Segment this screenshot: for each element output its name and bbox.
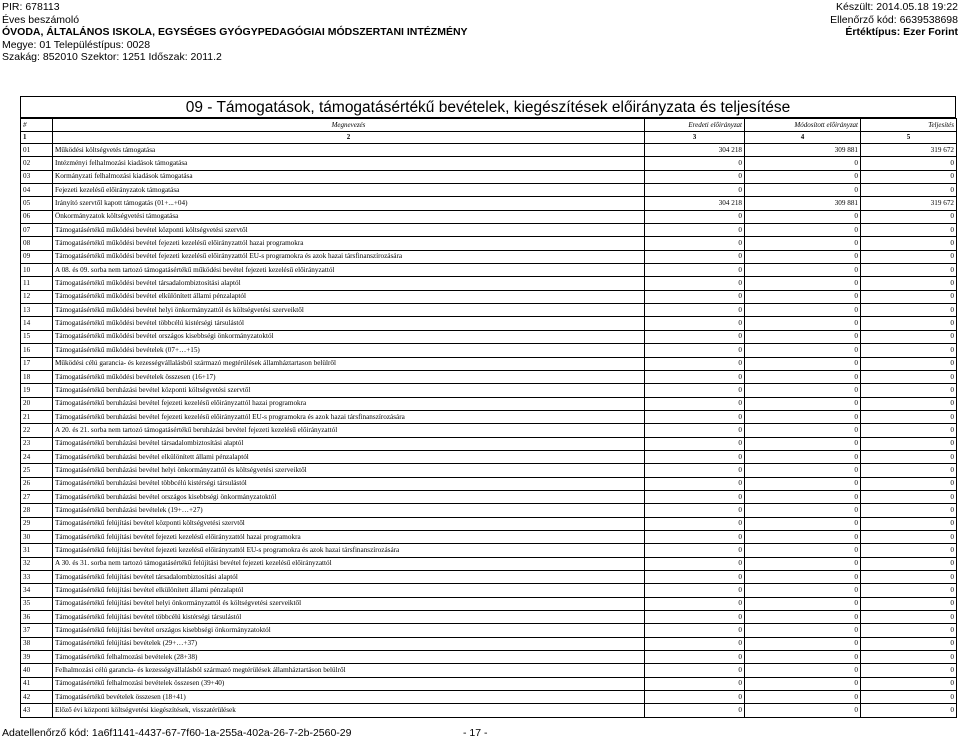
row-number: 18: [21, 370, 53, 383]
original-budget: 304 218: [645, 197, 745, 210]
original-budget: 0: [645, 264, 745, 277]
table-row: [21, 584, 957, 597]
row-number: 06: [21, 210, 53, 223]
pir-label: PIR: 678113: [2, 1, 60, 13]
row-label: Támogatásértékű beruházási bevétel elkülönített állami pénzalaptól: [53, 450, 645, 463]
column-number: 4: [745, 132, 861, 144]
table-row: [21, 597, 957, 610]
modified-budget: 0: [745, 370, 861, 383]
original-budget: 0: [645, 504, 745, 517]
actual: 319 672: [861, 144, 957, 157]
report-table-container: [20, 96, 956, 718]
row-label: Intézményi felhalmozási kiadások támogatása: [53, 157, 645, 170]
table-row: [21, 530, 957, 543]
row-number: 01: [21, 144, 53, 157]
row-number: 32: [21, 557, 53, 570]
modified-budget: 0: [745, 357, 861, 370]
actual: 0: [861, 691, 957, 704]
modified-budget: 0: [745, 397, 861, 410]
original-budget: 0: [645, 330, 745, 343]
table-row: [21, 544, 957, 557]
original-budget: 0: [645, 611, 745, 624]
actual: 0: [861, 584, 957, 597]
original-budget: 0: [645, 464, 745, 477]
actual: 0: [861, 397, 957, 410]
table-row: [21, 224, 957, 237]
row-label: A 30. és 31. sorba nem tartozó támogatásértékű felújítási bevétel fejezeti kezelésű előirányzattól: [53, 557, 645, 570]
modified-budget: 0: [745, 224, 861, 237]
table-row: [21, 370, 957, 383]
modified-budget: 0: [745, 450, 861, 463]
actual: 0: [861, 464, 957, 477]
original-budget: 0: [645, 304, 745, 317]
actual: 0: [861, 517, 957, 530]
row-label: Támogatásértékű beruházási bevétel többcélú kistérségi társulástól: [53, 477, 645, 490]
column-header-row: [21, 119, 957, 132]
actual: 0: [861, 410, 957, 423]
modified-budget: 0: [745, 611, 861, 624]
actual: 0: [861, 170, 957, 183]
row-label: Támogatásértékű működési bevétel országos kisebbségi önkormányzatoktól: [53, 330, 645, 343]
modified-budget: 309 881: [745, 144, 861, 157]
modified-budget: 0: [745, 624, 861, 637]
row-label: Támogatásértékű felújítási bevétel fejezeti kezelésű előirányzattól hazai programokra: [53, 530, 645, 543]
row-label: Irányító szervtől kapott támogatás (01+...+04): [53, 197, 645, 210]
table-row: [21, 237, 957, 250]
original-budget: 0: [645, 664, 745, 677]
row-label: Támogatásértékű beruházási bevételek (19+…+27): [53, 504, 645, 517]
row-label: Támogatásértékű felújítási bevétel társadalombiztosítási alaptól: [53, 571, 645, 584]
county-info: Megye: 01 Településtípus: 0028: [2, 38, 151, 51]
modified-budget: 0: [745, 637, 861, 650]
row-label: Támogatásértékű felújítási bevétel országos kisebbségi önkormányzatoktól: [53, 624, 645, 637]
modified-budget: 0: [745, 317, 861, 330]
report-table: [20, 118, 957, 718]
actual: 0: [861, 477, 957, 490]
actual: 0: [861, 450, 957, 463]
original-budget: 0: [645, 357, 745, 370]
actual: 0: [861, 264, 957, 277]
row-number: 16: [21, 344, 53, 357]
table-row: [21, 611, 957, 624]
column-header: Eredeti előirányzat: [645, 119, 745, 132]
row-label: Támogatásértékű beruházási bevétel fejezeti kezelésű előirányzattól hazai programokra: [53, 397, 645, 410]
actual: 0: [861, 384, 957, 397]
modified-budget: 0: [745, 584, 861, 597]
modified-budget: 0: [745, 424, 861, 437]
checksum: Ellenőrző kód: 6639538698: [830, 13, 958, 26]
table-body: [21, 144, 957, 718]
table-row: [21, 384, 957, 397]
original-budget: 0: [645, 250, 745, 263]
table-row: [21, 210, 957, 223]
column-number: 1: [21, 132, 53, 144]
row-label: Felhalmozási célú garancia- és kezességvállalásból származó megtérülések államháztartáson belülről: [53, 664, 645, 677]
row-label: Támogatásértékű beruházási bevétel társadalombiztosítási alaptól: [53, 437, 645, 450]
table-row: [21, 477, 957, 490]
actual: 0: [861, 597, 957, 610]
actual: 0: [861, 677, 957, 690]
table-row: [21, 290, 957, 303]
row-label: Támogatásértékű felhalmozási bevételek összesen (39+40): [53, 677, 645, 690]
original-budget: 0: [645, 184, 745, 197]
table-row: [21, 250, 957, 263]
original-budget: 0: [645, 677, 745, 690]
table-row: [21, 197, 957, 210]
table-row: [21, 464, 957, 477]
actual: 0: [861, 530, 957, 543]
row-number: 07: [21, 224, 53, 237]
table-row: [21, 424, 957, 437]
table-row: [21, 557, 957, 570]
actual: 319 672: [861, 197, 957, 210]
row-number: 28: [21, 504, 53, 517]
table-row: [21, 264, 957, 277]
sector-info: Szakág: 852010 Szektor: 1251 Időszak: 2011.2: [2, 51, 222, 64]
row-number: 35: [21, 597, 53, 610]
table-row: [21, 410, 957, 423]
row-label: Önkormányzatok költségvetési támogatása: [53, 210, 645, 223]
modified-budget: 0: [745, 344, 861, 357]
row-number: 12: [21, 290, 53, 303]
modified-budget: 0: [745, 477, 861, 490]
original-budget: 0: [645, 597, 745, 610]
actual: 0: [861, 317, 957, 330]
actual: 0: [861, 557, 957, 570]
modified-budget: 0: [745, 597, 861, 610]
modified-budget: 0: [745, 651, 861, 664]
row-label: Támogatásértékű beruházási bevétel fejezeti kezelésű előirányzattól EU-s programokra és azok hazai társfinanszírozására: [53, 410, 645, 423]
modified-budget: 0: [745, 250, 861, 263]
table-row: [21, 344, 957, 357]
institution-name: ÓVODA, ÁLTALÁNOS ISKOLA, EGYSÉGES GYÓGYPEDAGÓGIAI MÓDSZERTANI INTÉZMÉNY: [2, 26, 468, 39]
modified-budget: 0: [745, 290, 861, 303]
row-label: Támogatásértékű beruházási bevétel központi költségvetési szervtől: [53, 384, 645, 397]
row-label: Fejezeti kezelésű előirányzatok támogatása: [53, 184, 645, 197]
actual: 0: [861, 490, 957, 503]
original-budget: 0: [645, 450, 745, 463]
page-number: - 17 -: [463, 727, 488, 739]
row-number: 39: [21, 651, 53, 664]
row-label: Támogatásértékű beruházási bevétel országos kisebbségi önkormányzatoktól: [53, 490, 645, 503]
actual: 0: [861, 624, 957, 637]
row-number: 03: [21, 170, 53, 183]
row-number: 41: [21, 677, 53, 690]
modified-budget: 0: [745, 237, 861, 250]
row-label: A 20. és 21. sorba nem tartozó támogatásértékű beruházási bevétel fejezeti kezelésű előirányzattól: [53, 424, 645, 437]
row-number: 09: [21, 250, 53, 263]
row-label: Támogatásértékű felújítási bevétel többcélú kistérségi társulástól: [53, 611, 645, 624]
row-label: Támogatásértékű működési bevétel fejezeti kezelésű előirányzattól EU-s programokra és azok hazai társfinanszírozására: [53, 250, 645, 263]
row-number: 33: [21, 571, 53, 584]
row-number: 04: [21, 184, 53, 197]
table-row: [21, 184, 957, 197]
actual: 0: [861, 210, 957, 223]
modified-budget: 0: [745, 464, 861, 477]
actual: 0: [861, 224, 957, 237]
row-number: 13: [21, 304, 53, 317]
original-budget: 0: [645, 224, 745, 237]
original-budget: 0: [645, 210, 745, 223]
actual: 0: [861, 651, 957, 664]
created-timestamp: Készült: 2014.05.18 19:22: [835, 1, 958, 13]
actual: 0: [861, 637, 957, 650]
modified-budget: 0: [745, 530, 861, 543]
column-header: Módosított előirányzat: [745, 119, 861, 132]
row-number: 14: [21, 317, 53, 330]
modified-budget: 0: [745, 384, 861, 397]
actual: 0: [861, 250, 957, 263]
row-label: Támogatásértékű működési bevétel elkülönített állami pénzalaptól: [53, 290, 645, 303]
table-row: [21, 144, 957, 157]
modified-budget: 0: [745, 184, 861, 197]
original-budget: 0: [645, 477, 745, 490]
table-row: [21, 504, 957, 517]
original-budget: 0: [645, 624, 745, 637]
row-number: 31: [21, 544, 53, 557]
row-label: Támogatásértékű felújítási bevétel elkülönített állami pénzalaptól: [53, 584, 645, 597]
modified-budget: 0: [745, 691, 861, 704]
actual: 0: [861, 277, 957, 290]
actual: 0: [861, 664, 957, 677]
report-type: Éves beszámoló: [2, 13, 80, 26]
actual: 0: [861, 330, 957, 343]
original-budget: 0: [645, 637, 745, 650]
column-number: 5: [861, 132, 957, 144]
table-row: [21, 704, 957, 717]
original-budget: 0: [645, 424, 745, 437]
row-label: Kormányzati felhalmozási kiadások támogatása: [53, 170, 645, 183]
row-label: Támogatásértékű bevételek összesen (18+41): [53, 691, 645, 704]
modified-budget: 0: [745, 704, 861, 717]
row-number: 42: [21, 691, 53, 704]
table-row: [21, 397, 957, 410]
table-row: [21, 317, 957, 330]
row-number: 38: [21, 637, 53, 650]
table-row: [21, 651, 957, 664]
table-row: [21, 691, 957, 704]
row-number: 22: [21, 424, 53, 437]
table-row: [21, 170, 957, 183]
row-label: Támogatásértékű felújítási bevétel központi költségvetési szervtől: [53, 517, 645, 530]
row-label: Támogatásértékű felújítási bevétel helyi önkormányzattól és költségvetési szerveiktől: [53, 597, 645, 610]
row-number: 21: [21, 410, 53, 423]
modified-budget: 0: [745, 437, 861, 450]
original-budget: 0: [645, 277, 745, 290]
row-number: 29: [21, 517, 53, 530]
original-budget: 0: [645, 290, 745, 303]
actual: 0: [861, 504, 957, 517]
row-label: Támogatásértékű beruházási bevétel helyi önkormányzattól és költségvetési szerveiktől: [53, 464, 645, 477]
row-number: 40: [21, 664, 53, 677]
row-number: 02: [21, 157, 53, 170]
row-number: 20: [21, 397, 53, 410]
row-label: Támogatásértékű működési bevételek összesen (16+17): [53, 370, 645, 383]
row-number: 05: [21, 197, 53, 210]
actual: 0: [861, 290, 957, 303]
row-label: Előző évi központi költségvetési kiegészítések, visszatérülések: [53, 704, 645, 717]
column-header: Megnevezés: [53, 119, 645, 132]
table-row: [21, 277, 957, 290]
row-number: 15: [21, 330, 53, 343]
original-budget: 0: [645, 544, 745, 557]
table-title: 09 - Támogatások, támogatásértékű bevételek, kiegészítések előirányzata és teljesítése: [20, 96, 956, 118]
table-row: [21, 571, 957, 584]
table-row: [21, 437, 957, 450]
actual: 0: [861, 370, 957, 383]
data-check-code: Adatellenőrző kód: 1a6f1141-4437-67-7f60-1a-255a-402a-26-7-2b-2560-29: [2, 727, 352, 739]
column-header: Teljesítés: [861, 119, 957, 132]
row-number: 08: [21, 237, 53, 250]
modified-budget: 0: [745, 504, 861, 517]
row-label: Támogatásértékű működési bevétel fejezeti kezelésű előirányzattól hazai programokra: [53, 237, 645, 250]
modified-budget: 309 881: [745, 197, 861, 210]
column-number-row: [21, 132, 957, 144]
column-header: #: [21, 119, 53, 132]
original-budget: 0: [645, 370, 745, 383]
modified-budget: 0: [745, 304, 861, 317]
row-number: 37: [21, 624, 53, 637]
original-budget: 0: [645, 237, 745, 250]
modified-budget: 0: [745, 677, 861, 690]
table-row: [21, 677, 957, 690]
modified-budget: 0: [745, 277, 861, 290]
row-label: Támogatásértékű felhalmozási bevételek (28+38): [53, 651, 645, 664]
original-budget: 0: [645, 344, 745, 357]
original-budget: 304 218: [645, 144, 745, 157]
table-row: [21, 330, 957, 343]
original-budget: 0: [645, 517, 745, 530]
value-type: Értéktípus: Ezer Forint: [845, 26, 958, 39]
row-number: 24: [21, 450, 53, 463]
row-number: 43: [21, 704, 53, 717]
original-budget: 0: [645, 317, 745, 330]
actual: 0: [861, 544, 957, 557]
modified-budget: 0: [745, 410, 861, 423]
modified-budget: 0: [745, 157, 861, 170]
actual: 0: [861, 237, 957, 250]
report-header-left: [2, 1, 468, 64]
modified-budget: 0: [745, 571, 861, 584]
row-label: Működési célú garancia- és kezességvállalásból származó megtérülések államháztartason belülről: [53, 357, 645, 370]
original-budget: 0: [645, 410, 745, 423]
modified-budget: 0: [745, 544, 861, 557]
original-budget: 0: [645, 490, 745, 503]
row-label: Támogatásértékű felújítási bevételek (29+…+37): [53, 637, 645, 650]
original-budget: 0: [645, 384, 745, 397]
modified-budget: 0: [745, 170, 861, 183]
row-number: 25: [21, 464, 53, 477]
original-budget: 0: [645, 397, 745, 410]
original-budget: 0: [645, 170, 745, 183]
modified-budget: 0: [745, 664, 861, 677]
row-number: 19: [21, 384, 53, 397]
modified-budget: 0: [745, 490, 861, 503]
row-label: Támogatásértékű működési bevétel többcélú kistérségi társulástól: [53, 317, 645, 330]
row-label: Működési költségvetés támogatása: [53, 144, 645, 157]
actual: 0: [861, 571, 957, 584]
actual: 0: [861, 357, 957, 370]
actual: 0: [861, 184, 957, 197]
actual: 0: [861, 704, 957, 717]
table-row: [21, 664, 957, 677]
row-number: 23: [21, 437, 53, 450]
row-number: 34: [21, 584, 53, 597]
actual: 0: [861, 304, 957, 317]
original-budget: 0: [645, 584, 745, 597]
row-number: 17: [21, 357, 53, 370]
row-label: Támogatásértékű felújítási bevétel fejezeti kezelésű előirányzattól EU-s programokra és azok hazai társfinanszírozására: [53, 544, 645, 557]
actual: 0: [861, 611, 957, 624]
row-number: 27: [21, 490, 53, 503]
table-row: [21, 450, 957, 463]
row-label: Támogatásértékű működési bevételek (07+…+15): [53, 344, 645, 357]
table-row: [21, 637, 957, 650]
original-budget: 0: [645, 571, 745, 584]
table-row: [21, 517, 957, 530]
table-row: [21, 304, 957, 317]
row-label: A 08. és 09. sorba nem tartozó támogatásértékű működési bevétel fejezeti kezelésű előirányzattól: [53, 264, 645, 277]
original-budget: 0: [645, 691, 745, 704]
row-label: Támogatásértékű működési bevétel központi költségvetési szervtől: [53, 224, 645, 237]
row-label: Támogatásértékű működési bevétel társadalombiztosítási alaptól: [53, 277, 645, 290]
modified-budget: 0: [745, 210, 861, 223]
row-number: 10: [21, 264, 53, 277]
original-budget: 0: [645, 557, 745, 570]
row-number: 11: [21, 277, 53, 290]
original-budget: 0: [645, 651, 745, 664]
actual: 0: [861, 437, 957, 450]
original-budget: 0: [645, 157, 745, 170]
original-budget: 0: [645, 704, 745, 717]
row-number: 30: [21, 530, 53, 543]
original-budget: 0: [645, 530, 745, 543]
row-number: 26: [21, 477, 53, 490]
actual: 0: [861, 424, 957, 437]
original-budget: 0: [645, 437, 745, 450]
actual: 0: [861, 157, 957, 170]
modified-budget: 0: [745, 517, 861, 530]
actual: 0: [861, 344, 957, 357]
table-row: [21, 157, 957, 170]
column-number: 2: [53, 132, 645, 144]
column-number: 3: [645, 132, 745, 144]
modified-budget: 0: [745, 330, 861, 343]
modified-budget: 0: [745, 264, 861, 277]
report-header-right: [830, 1, 958, 39]
table-row: [21, 624, 957, 637]
table-row: [21, 357, 957, 370]
modified-budget: 0: [745, 557, 861, 570]
table-row: [21, 490, 957, 503]
row-number: 36: [21, 611, 53, 624]
row-label: Támogatásértékű működési bevétel helyi önkormányzattól és költségvetési szerveiktől: [53, 304, 645, 317]
